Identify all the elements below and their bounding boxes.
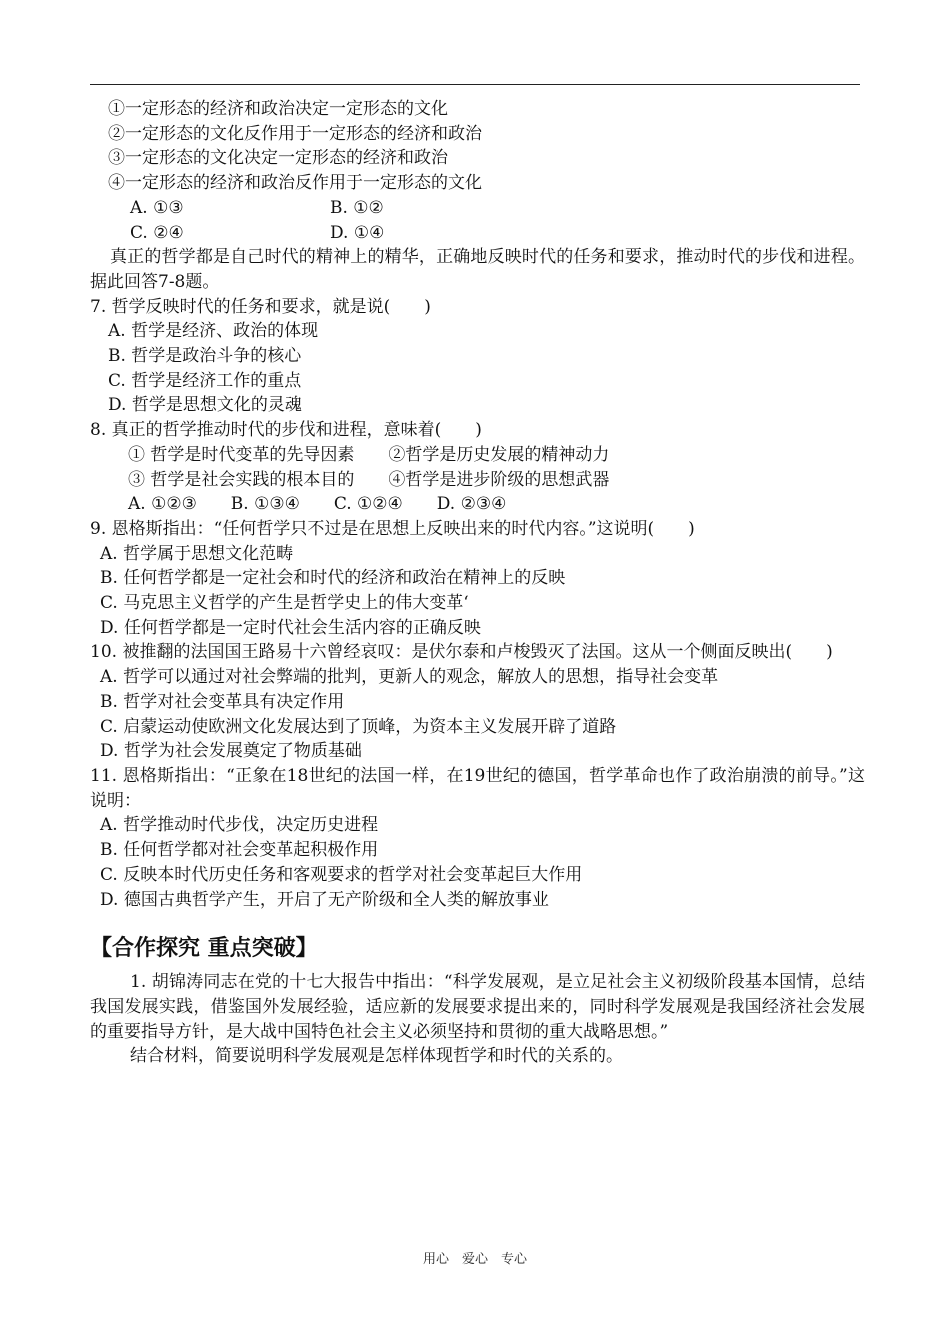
q7-stem: 7. 哲学反映时代的任务和要求，就是说( ) xyxy=(90,296,431,317)
q10-option-c: C. 启蒙运动使欧洲文化发展达到了顶峰，为资本主义发展开辟了道路 xyxy=(100,716,617,737)
q7-option-a: A. 哲学是经济、政治的体现 xyxy=(108,321,319,342)
q7-option-b: B. 哲学是政治斗争的核心 xyxy=(108,346,302,367)
q6-option-d: D. ①④ xyxy=(330,222,385,243)
q11-stem: 11. 恩格斯指出：“正象在18世纪的法国一样，在19世纪的德国，哲学革命也作了政治崩溃的前导。”这说明： xyxy=(90,765,865,811)
intro-paragraph: 真正的哲学都是自己时代的精神上的精华，正确地反映时代的任务和要求，推动时代的步伐和进程。据此回答7-8题。 xyxy=(90,247,865,292)
q7-option-c: C. 哲学是经济工作的重点 xyxy=(108,370,302,391)
q10-stem: 10. 被推翻的法国国王路易十六曾经哀叹：是伏尔泰和卢梭毁灭了法国。这从一个侧面反映出( ) xyxy=(90,642,833,663)
q8-stem: 8. 真正的哲学推动时代的步伐和进程，意味着( ) xyxy=(90,420,482,441)
document-body xyxy=(90,97,865,1069)
q9-stem: 9. 恩格斯指出：“任何哲学只不过是在思想上反映出来的时代内容。”这说明( ) xyxy=(90,518,695,539)
cooperation-paragraph-2: 结合材料，简要说明科学发展观是怎样体现哲学和时代的关系的。 xyxy=(130,1046,623,1067)
section-heading: 【合作探究 重点突破】 xyxy=(90,936,318,962)
q11-option-b: B. 任何哲学都对社会变革起积极作用 xyxy=(100,840,379,861)
q8-statements-1: ① 哲学是时代变革的先导因素 ②哲学是历史发展的精神动力 xyxy=(128,444,610,465)
q11-option-d: D. 德国古典哲学产生，开启了无产阶级和全人类的解放事业 xyxy=(100,889,549,910)
q11-option-a: A. 哲学推动时代步伐，决定历史进程 xyxy=(100,815,379,836)
q9-option-a: A. 哲学属于思想文化范畴 xyxy=(100,543,294,564)
q9-option-c: C. 马克思主义哲学的产生是哲学史上的伟大变革‘ xyxy=(100,593,469,614)
q10-option-a: A. 哲学可以通过对社会弊端的批判，更新人的观念，解放人的思想，指导社会变革 xyxy=(100,667,719,688)
q6-option-a: A. ①③ xyxy=(130,197,184,218)
q8-options: A. ①②③ B. ①③④ C. ①②④ D. ②③④ xyxy=(128,494,507,515)
q10-option-d: D. 哲学为社会发展奠定了物质基础 xyxy=(100,741,362,762)
q6-option-c: C. ②④ xyxy=(130,222,184,243)
q7-option-d: D. 哲学是思想文化的灵魂 xyxy=(108,395,302,416)
statement-3: ③一定形态的文化决定一定形态的经济和政治 xyxy=(108,148,448,169)
statement-4: ④一定形态的经济和政治反作用于一定形态的文化 xyxy=(108,173,482,194)
q10-option-b: B. 哲学对社会变革具有决定作用 xyxy=(100,691,345,712)
q6-options-row-1 xyxy=(90,196,865,221)
header-rule xyxy=(90,84,860,85)
q8-statements-2: ③ 哲学是社会实践的根本目的 ④哲学是进步阶级的思想武器 xyxy=(128,469,610,490)
q6-option-b: B. ①② xyxy=(330,197,384,218)
q9-option-b: B. 任何哲学都是一定社会和时代的经济和政治在精神上的反映 xyxy=(100,568,566,589)
statement-2: ②一定形态的文化反作用于一定形态的经济和政治 xyxy=(108,123,482,144)
q11-option-c: C. 反映本时代历史任务和客观要求的哲学对社会变革起巨大作用 xyxy=(100,864,583,885)
cooperation-paragraph-1: 1. 胡锦涛同志在党的十七大报告中指出：“科学发展观，是立足社会主义初级阶段基本国情，总结我国发展实践，借鉴国外发展经验，适应新的发展要求提出来的，同时科学发展观是我国经济社会发展的重要指导方针，是大战中国特色社会主义必须坚持和贯彻的重大战略思想。” xyxy=(90,972,865,1042)
page-footer: 用心 爱心 专心 xyxy=(422,1252,527,1267)
q6-options-row-2 xyxy=(90,221,865,246)
statement-1: ①一定形态的经济和政治决定一定形态的文化 xyxy=(108,99,448,119)
q9-option-d: D. 任何哲学都是一定时代社会生活内容的正确反映 xyxy=(100,617,481,638)
